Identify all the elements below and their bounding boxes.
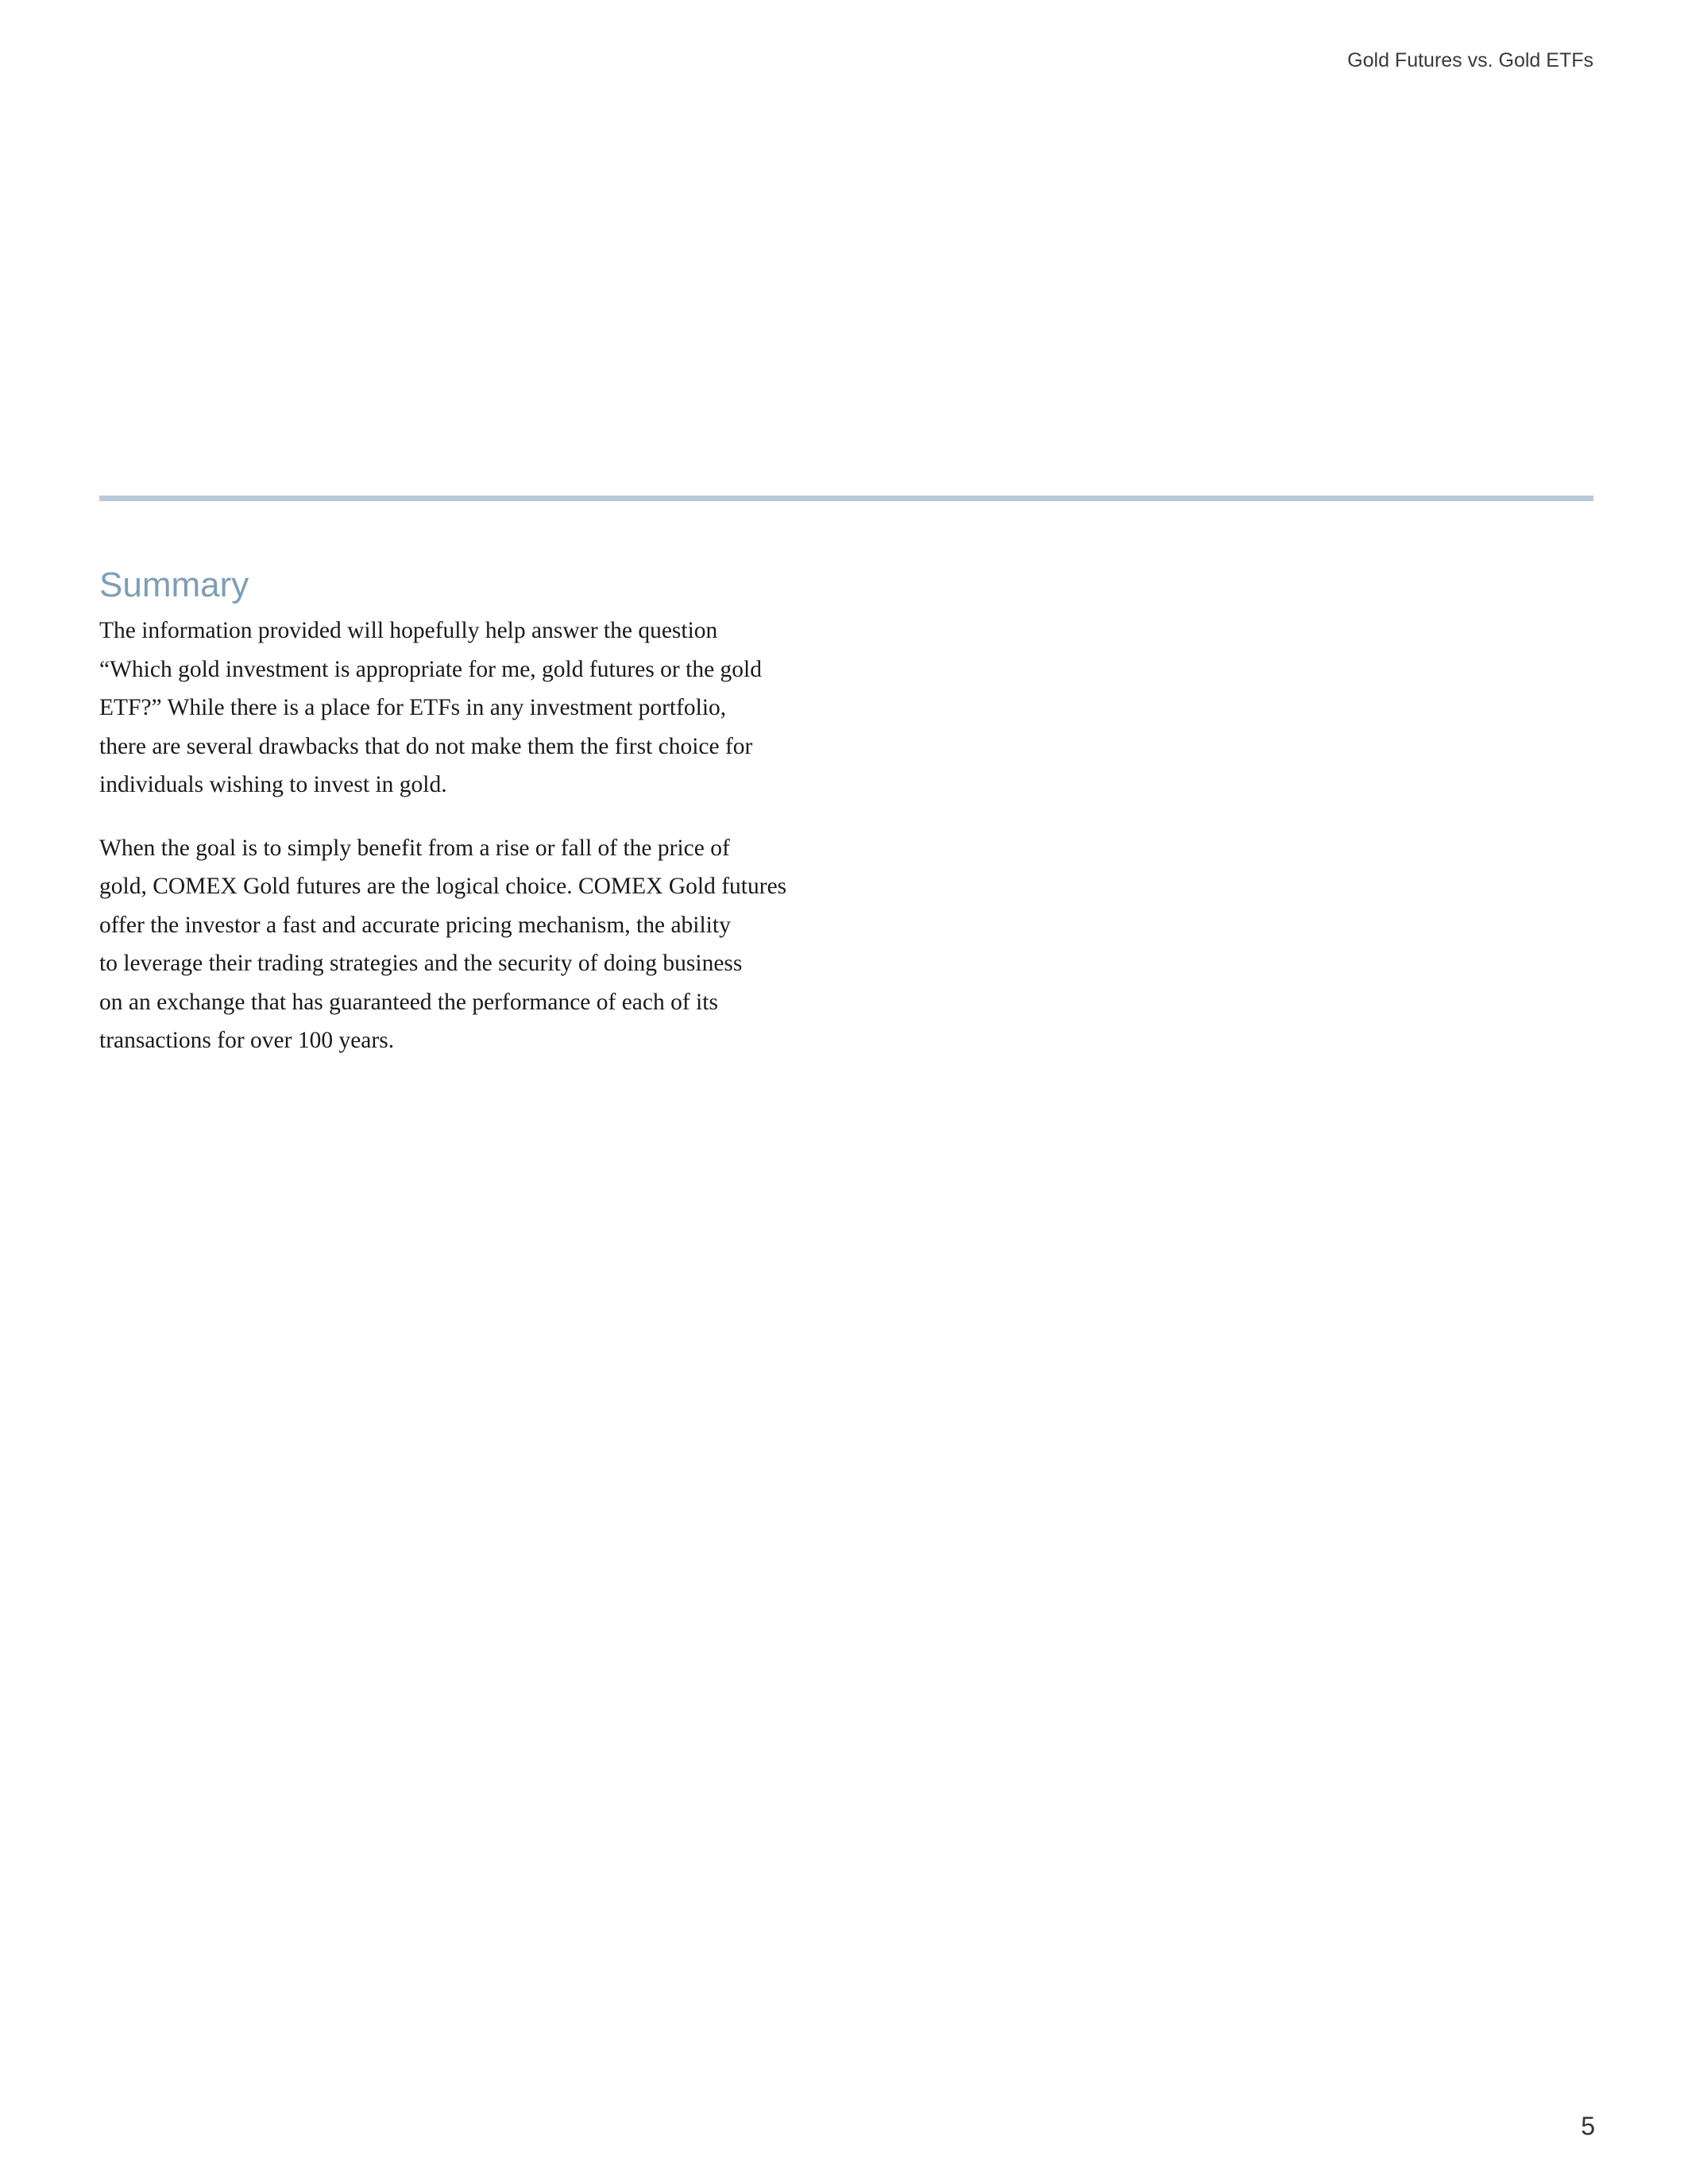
summary-paragraph-2: When the goal is to simply benefit from a rise or fall of the price of gold, COMEX Gold futures are the logical choice. COMEX Gold futures offer the investor a fast and accurate pricing mechanism, the ability to leverage their trading strategies and the security of doing business on an exchange that has guaranteed the performance of each of its transactions for over 100 years. [99,835,787,1053]
summary-paragraph-1: The information provided will hopefully help answer the question “Which gold investment is appropriate for me, gold futures or the gold ETF?” While there is a place for ETFs in any investment portfolio, there are several drawbacks that do not make them the first choice for individuals wishing to invest in gold. [99,618,762,797]
running-header-title: Gold Futures vs. Gold ETFs [1347,49,1593,71]
page-number: 5 [1581,2112,1595,2140]
summary-section [99,564,846,1085]
section-heading: Summary [99,565,249,604]
section-divider [99,496,1593,501]
